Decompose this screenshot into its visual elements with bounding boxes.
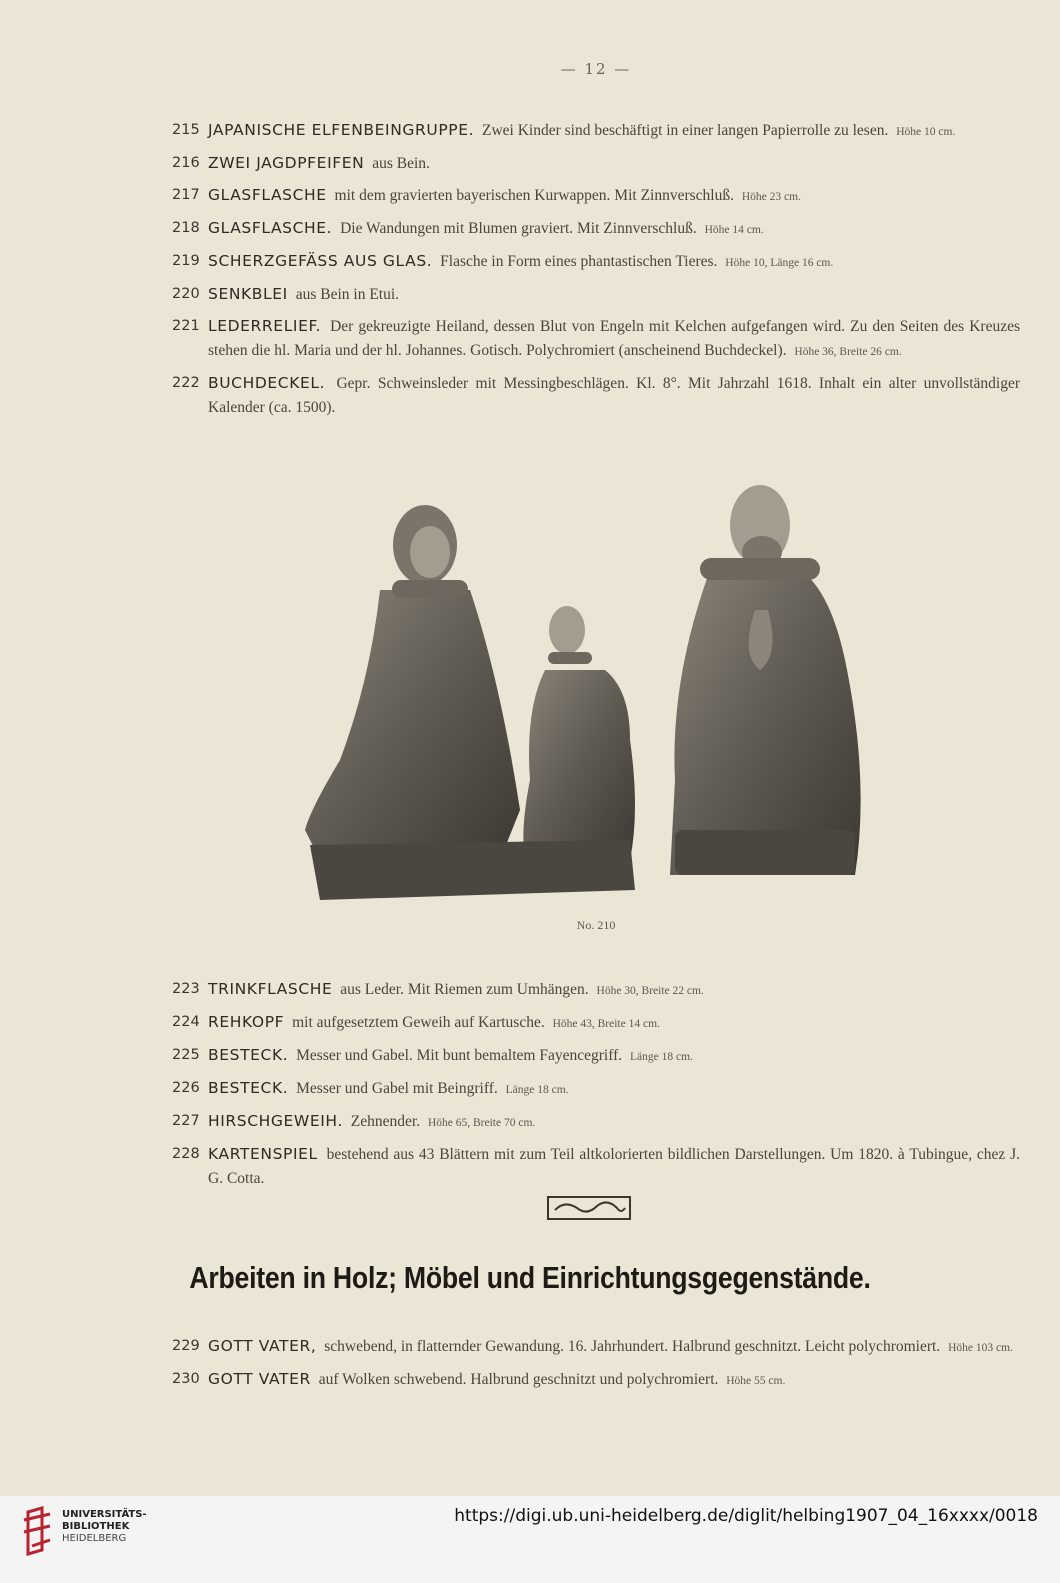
catalog-entry	[172, 977, 1020, 1003]
entry-description: Messer und Gabel. Mit bunt bemaltem Fayencegriff.	[296, 1047, 623, 1064]
catalog-entry	[172, 282, 1020, 307]
entry-measurements: Höhe 43, Breite 14 cm.	[552, 1018, 660, 1030]
document-url-link[interactable]: https://digi.ub.uni-heidelberg.de/diglit/helbing1907_04_16xxxx/0018	[454, 1506, 1038, 1526]
plate-caption: No. 210	[576, 918, 616, 932]
catalog-entry	[172, 1142, 1020, 1191]
catalog-entry	[172, 314, 1020, 364]
entry-measurements: Höhe 65, Breite 70 cm.	[427, 1117, 536, 1129]
catalog-entry	[172, 1076, 1020, 1102]
woman-figure	[305, 505, 520, 860]
entry-description: aus Bein in Etui.	[295, 286, 400, 303]
catalog-entry	[172, 371, 1020, 420]
entry-title: SENKBLEI	[208, 285, 288, 303]
entry-measurements: Höhe 103 cm.	[948, 1342, 1013, 1354]
entry-title: REHKOPF	[208, 1013, 285, 1031]
catalog-entry	[172, 249, 1020, 275]
entry-title: JAPANISCHE ELFENBEINGRUPPE.	[208, 121, 475, 139]
entry-number: 230	[172, 1371, 200, 1387]
library-name-line3: HEIDELBERG	[62, 1533, 127, 1544]
entry-description: mit aufgesetztem Geweih auf Kartusche.	[292, 1014, 545, 1031]
entry-measurements: Höhe 10 cm.	[896, 126, 956, 138]
catalog-entries-bottom	[172, 1334, 1020, 1400]
entry-number: 219	[172, 253, 200, 269]
section-heading: Arbeiten in Holz; Möbel und Einrichtungsgegenstände.	[189, 1260, 871, 1295]
girl-figure	[523, 606, 635, 860]
entry-title: GOTT VATER	[208, 1370, 311, 1388]
page-number: — 12 —	[560, 60, 632, 78]
entry-number: 216	[172, 155, 200, 171]
catalog-entry	[172, 1010, 1020, 1036]
entry-title: KARTENSPIEL	[208, 1145, 318, 1163]
entry-number: 217	[172, 187, 200, 203]
entry-number: 218	[172, 220, 200, 236]
man-figure	[670, 485, 861, 875]
entry-measurements: Länge 18 cm.	[630, 1051, 693, 1063]
entry-title: GLASFLASCHE.	[208, 219, 333, 237]
entry-title: GLASFLASCHE	[208, 186, 327, 204]
catalog-entry	[172, 183, 1020, 209]
entry-description: aus Bein.	[372, 155, 430, 172]
entry-measurements: Höhe 10, Länge 16 cm.	[725, 257, 834, 269]
entry-number: 227	[172, 1113, 200, 1129]
group-base	[310, 840, 635, 900]
library-name-line1: UNIVERSITÄTS-	[62, 1509, 147, 1520]
entry-number: 223	[172, 981, 200, 997]
entry-title: BESTECK.	[208, 1079, 289, 1097]
entry-measurements: Höhe 55 cm.	[726, 1375, 786, 1387]
entry-measurements: Höhe 23 cm.	[741, 191, 801, 203]
entry-number: 220	[172, 286, 200, 302]
entry-title: GOTT VATER,	[208, 1337, 317, 1355]
entry-description: Die Wandungen mit Blumen graviert. Mit Zinnverschluß.	[340, 220, 697, 237]
entry-title: LEDERRELIEF.	[208, 317, 322, 335]
catalog-entry	[172, 216, 1020, 242]
entry-title: ZWEI JAGDPFEIFEN	[208, 154, 365, 172]
entry-measurements: Höhe 14 cm.	[704, 224, 764, 236]
entry-title: TRINKFLASCHE	[208, 980, 333, 998]
entry-number: 222	[172, 375, 200, 391]
entry-description: bestehend aus 43 Blättern mit zum Teil altkolorierten bildlichen Darstellungen. Um 1820. à Tubingue, chez J. G. Cotta.	[208, 1146, 1021, 1187]
catalog-entries-middle	[172, 977, 1020, 1198]
entry-number: 228	[172, 1146, 200, 1162]
catalog-entry	[172, 1334, 1020, 1360]
entry-measurements: Höhe 36, Breite 26 cm.	[794, 346, 902, 358]
library-name-line2: BIBLIOTHEK	[62, 1521, 130, 1532]
entry-number: 229	[172, 1338, 200, 1354]
entry-description: Zwei Kinder sind beschäftigt in einer langen Papierrolle zu lesen.	[482, 122, 889, 139]
entry-number: 224	[172, 1014, 200, 1030]
entry-title: SCHERZGEFÄSS AUS GLAS.	[208, 252, 433, 270]
entry-description: auf Wolken schwebend. Halbrund geschnitzt und polychromiert.	[318, 1371, 719, 1388]
entry-measurements: Höhe 30, Breite 22 cm.	[596, 985, 704, 997]
catalog-entries-top	[172, 118, 1020, 427]
entry-number: 226	[172, 1080, 200, 1096]
library-footer	[0, 1496, 1060, 1583]
entry-description: Flasche in Form eines phantastischen Tieres.	[440, 253, 718, 270]
university-library-logo-icon	[20, 1506, 56, 1564]
entry-title: BUCHDECKEL.	[208, 374, 326, 392]
entry-title: BESTECK.	[208, 1046, 289, 1064]
entry-description: schwebend, in flatternder Gewandung. 16. Jahrhundert. Halbrund geschnitzt. Leicht polychromiert.	[324, 1338, 941, 1355]
entry-number: 221	[172, 318, 200, 334]
entry-title: HIRSCHGEWEIH.	[208, 1112, 343, 1130]
ornament-divider	[547, 1196, 631, 1220]
entry-description: mit dem gravierten bayerischen Kurwappen. Mit Zinnverschluß.	[334, 187, 734, 204]
entry-number: 215	[172, 122, 200, 138]
library-name	[62, 1509, 147, 1545]
entry-description: aus Leder. Mit Riemen zum Umhängen.	[340, 981, 589, 998]
entry-number: 225	[172, 1047, 200, 1063]
entry-description: Der gekreuzigte Heiland, dessen Blut von Engeln mit Kelchen aufgefangen wird. Zu den Seiten des Kreuzes stehen die hl. Maria und der hl. Johannes. Gotisch. Polychromiert (anscheinend Buchdeckel).	[208, 318, 1020, 359]
catalog-entry	[172, 118, 1020, 144]
catalog-entry	[172, 1109, 1020, 1135]
catalog-entry	[172, 1367, 1020, 1393]
sculpture-plate-image	[300, 480, 880, 910]
catalog-entry	[172, 151, 1020, 176]
catalog-entry	[172, 1043, 1020, 1069]
entry-description: Gepr. Schweinsleder mit Messingbeschlägen. Kl. 8°. Mit Jahrzahl 1618. Inhalt ein alter unvollständiger Kalender (ca. 1500).	[208, 375, 1020, 416]
entry-description: Messer und Gabel mit Beingriff.	[296, 1080, 498, 1097]
entry-measurements: Länge 18 cm.	[505, 1084, 569, 1096]
entry-description: Zehnender.	[350, 1113, 421, 1130]
